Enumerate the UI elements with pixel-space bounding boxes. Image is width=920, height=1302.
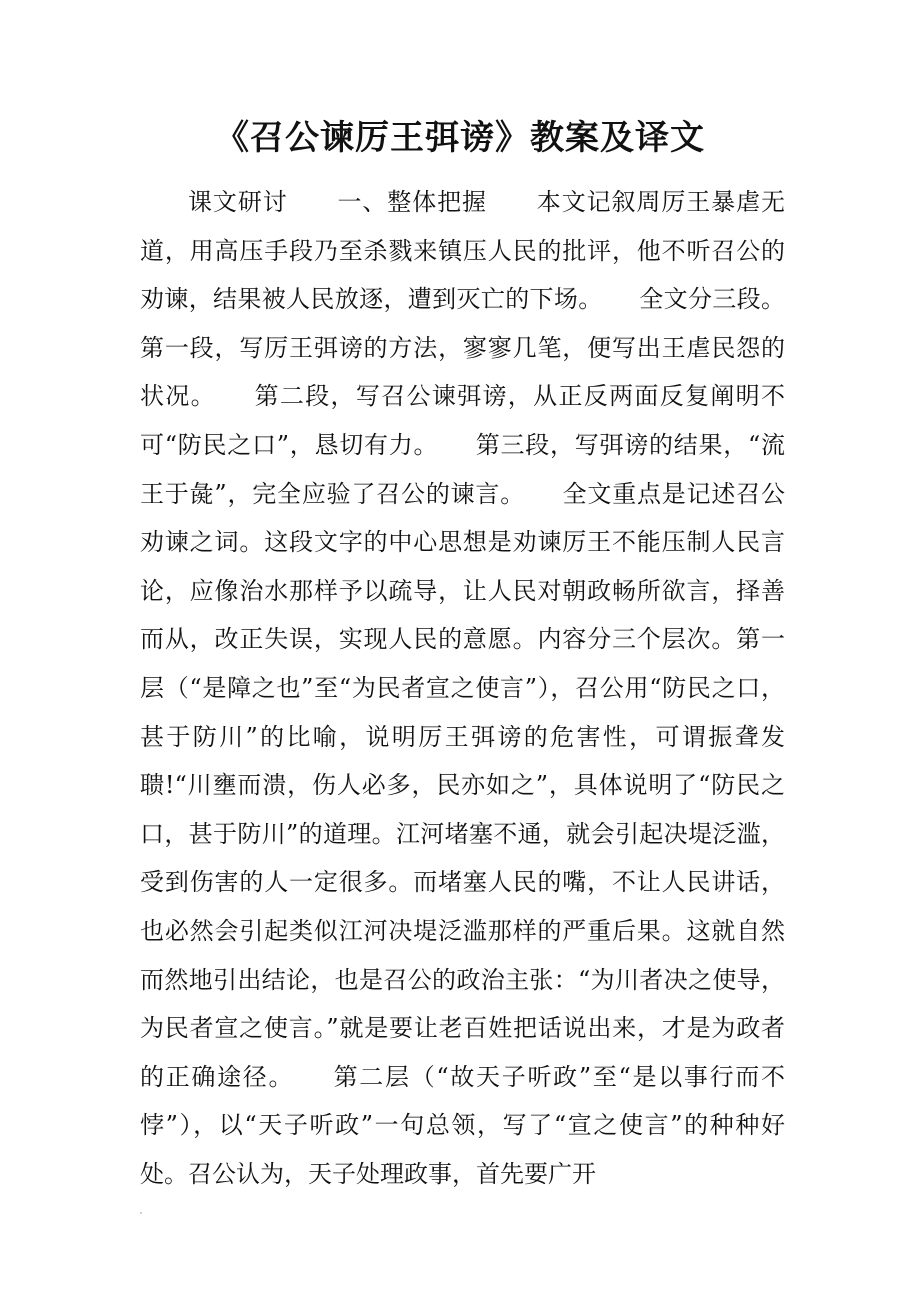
page-speck (140, 1212, 142, 1214)
document-title: 《召公谏厉王弭谤》教案及译文 (215, 118, 705, 158)
document-body-text: 课文研讨 一、整体把握 本文记叙周厉王暴虐无道，用高压手段乃至杀戮来镇压人民的批评，他不听召公的劝谏，结果被人民放逐，遭到灭亡的下场。 全文分三段。第一段，写厉王弭谤的方法，寥寥几笔，便写出王虐民怨的状况。 第二段，写召公谏弭谤，从正反两面反复阐明不可“防民之口”，恳切有力。 第三段，写弭谤的结果，“流王于彘”，完全应验了召公的谏言。 全文重点是记述召公劝谏之词。这段文字的中心思想是劝谏厉王不能压制人民言论，应像治水那样予以疏导，让人民对朝政畅所欲言，择善而从，改正失误，实现人民的意愿。内容分三个层次。第一层（“是障之也”至“为民者宣之使言”），召公用“防民之口，甚于防川”的比喻，说明厉王弭谤的危害性，可谓振聋发聩!“川壅而溃，伤人必多，民亦如之”，具体说明了“防民之口，甚于防川”的道理。江河堵塞不通，就会引起决堤泛滥，受到伤害的人一定很多。而堵塞人民的嘴，不让人民讲话，也必然会引起类似江河决堤泛滥那样的严重后果。这就自然而然地引出结论，也是召公的政治主张：“为川者决之使导，为民者宣之使言。”就是要让老百姓把话说出来，才是为政者的正确途径。 第二层（“故天子听政”至“是以事行而不悖”），以“天子听政”一句总领，写了“宣之使言”的种种好处。召公认为，天子处理政事，首先要广开 (140, 188, 785, 1188)
